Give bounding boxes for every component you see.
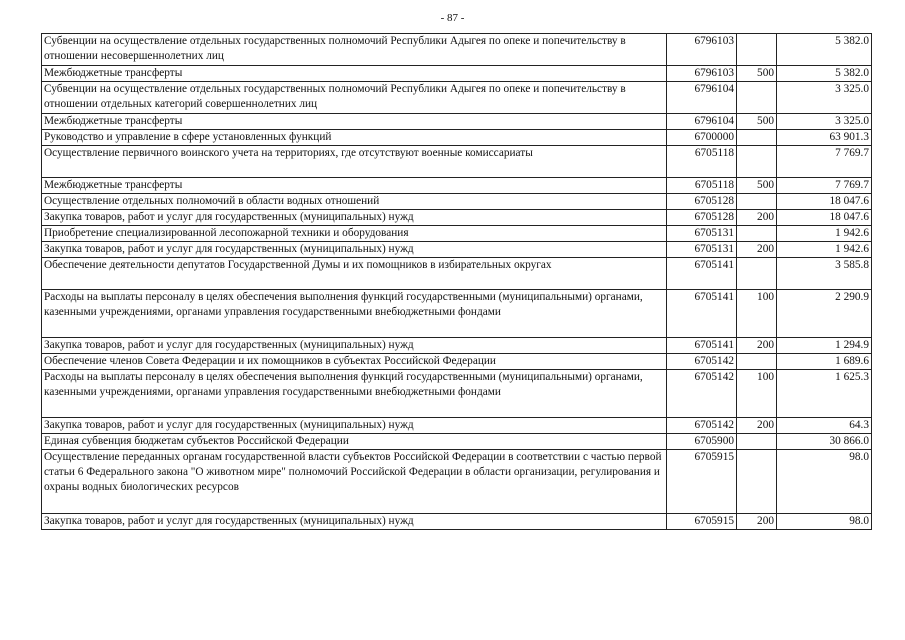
row-code-cell: 6705141	[667, 258, 737, 290]
table-row	[42, 130, 872, 146]
table-row	[42, 82, 872, 114]
row-amount-cell: 3 585.8	[777, 258, 872, 290]
row-type-cell: 100	[737, 290, 777, 338]
row-type-cell: 500	[737, 114, 777, 130]
row-name-cell: Межбюджетные трансферты	[42, 178, 667, 194]
table-row	[42, 514, 872, 530]
row-amount-cell: 3 325.0	[777, 82, 872, 114]
row-amount-cell: 7 769.7	[777, 146, 872, 178]
row-type-cell: 500	[737, 66, 777, 82]
row-code-cell: 6705142	[667, 418, 737, 434]
row-type-cell: 200	[737, 338, 777, 354]
row-name-cell: Руководство и управление в сфере установленных функций	[42, 130, 667, 146]
table-row	[42, 290, 872, 338]
row-code-cell: 6796104	[667, 114, 737, 130]
row-name-cell: Субвенции на осуществление отдельных государственных полномочий Республики Адыгея по опеке и попечительству в отношении несовершеннолетних лиц	[42, 34, 667, 66]
table-row	[42, 210, 872, 226]
row-code-cell: 6705141	[667, 338, 737, 354]
row-amount-cell: 98.0	[777, 450, 872, 514]
table-row	[42, 434, 872, 450]
table-row	[42, 242, 872, 258]
row-name-cell: Закупка товаров, работ и услуг для государственных (муниципальных) нужд	[42, 242, 667, 258]
row-type-cell	[737, 354, 777, 370]
row-type-cell	[737, 194, 777, 210]
row-code-cell: 6796104	[667, 82, 737, 114]
row-amount-cell: 1 625.3	[777, 370, 872, 418]
table-row	[42, 450, 872, 514]
row-type-cell: 200	[737, 210, 777, 226]
row-type-cell	[737, 450, 777, 514]
row-code-cell: 6705128	[667, 210, 737, 226]
table-row	[42, 194, 872, 210]
row-code-cell: 6705118	[667, 146, 737, 178]
table-row	[42, 258, 872, 290]
row-name-cell: Закупка товаров, работ и услуг для государственных (муниципальных) нужд	[42, 514, 667, 530]
row-amount-cell: 1 942.6	[777, 242, 872, 258]
row-code-cell: 6796103	[667, 34, 737, 66]
table-row	[42, 34, 872, 66]
row-name-cell: Закупка товаров, работ и услуг для государственных (муниципальных) нужд	[42, 338, 667, 354]
row-name-cell: Расходы на выплаты персоналу в целях обеспечения выполнения функций государственными (муниципальными) органами, казенными учреждениями, органами управления государственными внебюджетными фондами	[42, 370, 667, 418]
row-amount-cell: 63 901.3	[777, 130, 872, 146]
row-type-cell	[737, 82, 777, 114]
row-type-cell: 200	[737, 418, 777, 434]
row-name-cell: Закупка товаров, работ и услуг для государственных (муниципальных) нужд	[42, 210, 667, 226]
row-code-cell: 6705142	[667, 354, 737, 370]
row-name-cell: Единая субвенция бюджетам субъектов Российской Федерации	[42, 434, 667, 450]
budget-table-body	[42, 34, 872, 530]
row-name-cell: Осуществление отдельных полномочий в области водных отношений	[42, 194, 667, 210]
row-amount-cell: 3 325.0	[777, 114, 872, 130]
row-type-cell: 200	[737, 242, 777, 258]
row-code-cell: 6705128	[667, 194, 737, 210]
row-name-cell: Межбюджетные трансферты	[42, 66, 667, 82]
row-code-cell: 6796103	[667, 66, 737, 82]
row-amount-cell: 2 290.9	[777, 290, 872, 338]
table-row	[42, 178, 872, 194]
row-amount-cell: 1 942.6	[777, 226, 872, 242]
row-amount-cell: 5 382.0	[777, 34, 872, 66]
row-type-cell	[737, 258, 777, 290]
row-name-cell: Осуществление переданных органам государственной власти субъектов Российской Федерации в соответствии с частью первой статьи 6 Федерального закона "О животном мире" полномочий Российской Федерации в области организации, регулирования и охраны водных биологических ресурсов	[42, 450, 667, 514]
row-code-cell: 6700000	[667, 130, 737, 146]
row-code-cell: 6705141	[667, 290, 737, 338]
row-code-cell: 6705915	[667, 450, 737, 514]
row-type-cell: 500	[737, 178, 777, 194]
row-amount-cell: 7 769.7	[777, 178, 872, 194]
row-amount-cell: 30 866.0	[777, 434, 872, 450]
table-row	[42, 370, 872, 418]
row-type-cell: 200	[737, 514, 777, 530]
row-code-cell: 6705142	[667, 370, 737, 418]
table-row	[42, 114, 872, 130]
row-code-cell: 6705915	[667, 514, 737, 530]
row-name-cell: Субвенции на осуществление отдельных государственных полномочий Республики Адыгея по опеке и попечительству в отношении отдельных категорий совершеннолетних лиц	[42, 82, 667, 114]
row-code-cell: 6705118	[667, 178, 737, 194]
row-type-cell	[737, 146, 777, 178]
row-amount-cell: 1 294.9	[777, 338, 872, 354]
row-name-cell: Межбюджетные трансферты	[42, 114, 667, 130]
row-code-cell: 6705131	[667, 226, 737, 242]
table-row	[42, 66, 872, 82]
row-amount-cell: 18 047.6	[777, 194, 872, 210]
row-type-cell	[737, 130, 777, 146]
budget-table	[41, 33, 872, 530]
row-type-cell	[737, 434, 777, 450]
row-type-cell: 100	[737, 370, 777, 418]
row-amount-cell: 5 382.0	[777, 66, 872, 82]
row-code-cell: 6705131	[667, 242, 737, 258]
row-amount-cell: 1 689.6	[777, 354, 872, 370]
row-type-cell	[737, 34, 777, 66]
row-type-cell	[737, 226, 777, 242]
row-name-cell: Закупка товаров, работ и услуг для государственных (муниципальных) нужд	[42, 418, 667, 434]
row-name-cell: Расходы на выплаты персоналу в целях обеспечения выполнения функций государственными (муниципальными) органами, казенными учреждениями, органами управления государственными внебюджетными фондами	[42, 290, 667, 338]
table-row	[42, 146, 872, 178]
row-name-cell: Осуществление первичного воинского учета на территориях, где отсутствуют военные комиссариаты	[42, 146, 667, 178]
page-number: - 87 -	[440, 12, 465, 24]
table-row	[42, 338, 872, 354]
table-row	[42, 418, 872, 434]
row-name-cell: Обеспечение членов Совета Федерации и их помощников в субъектах Российской Федерации	[42, 354, 667, 370]
table-row	[42, 226, 872, 242]
row-amount-cell: 18 047.6	[777, 210, 872, 226]
table-row	[42, 354, 872, 370]
row-amount-cell: 98.0	[777, 514, 872, 530]
row-name-cell: Обеспечение деятельности депутатов Государственной Думы и их помощников в избирательных округах	[42, 258, 667, 290]
row-amount-cell: 64.3	[777, 418, 872, 434]
row-name-cell: Приобретение специализированной лесопожарной техники и оборудования	[42, 226, 667, 242]
row-code-cell: 6705900	[667, 434, 737, 450]
